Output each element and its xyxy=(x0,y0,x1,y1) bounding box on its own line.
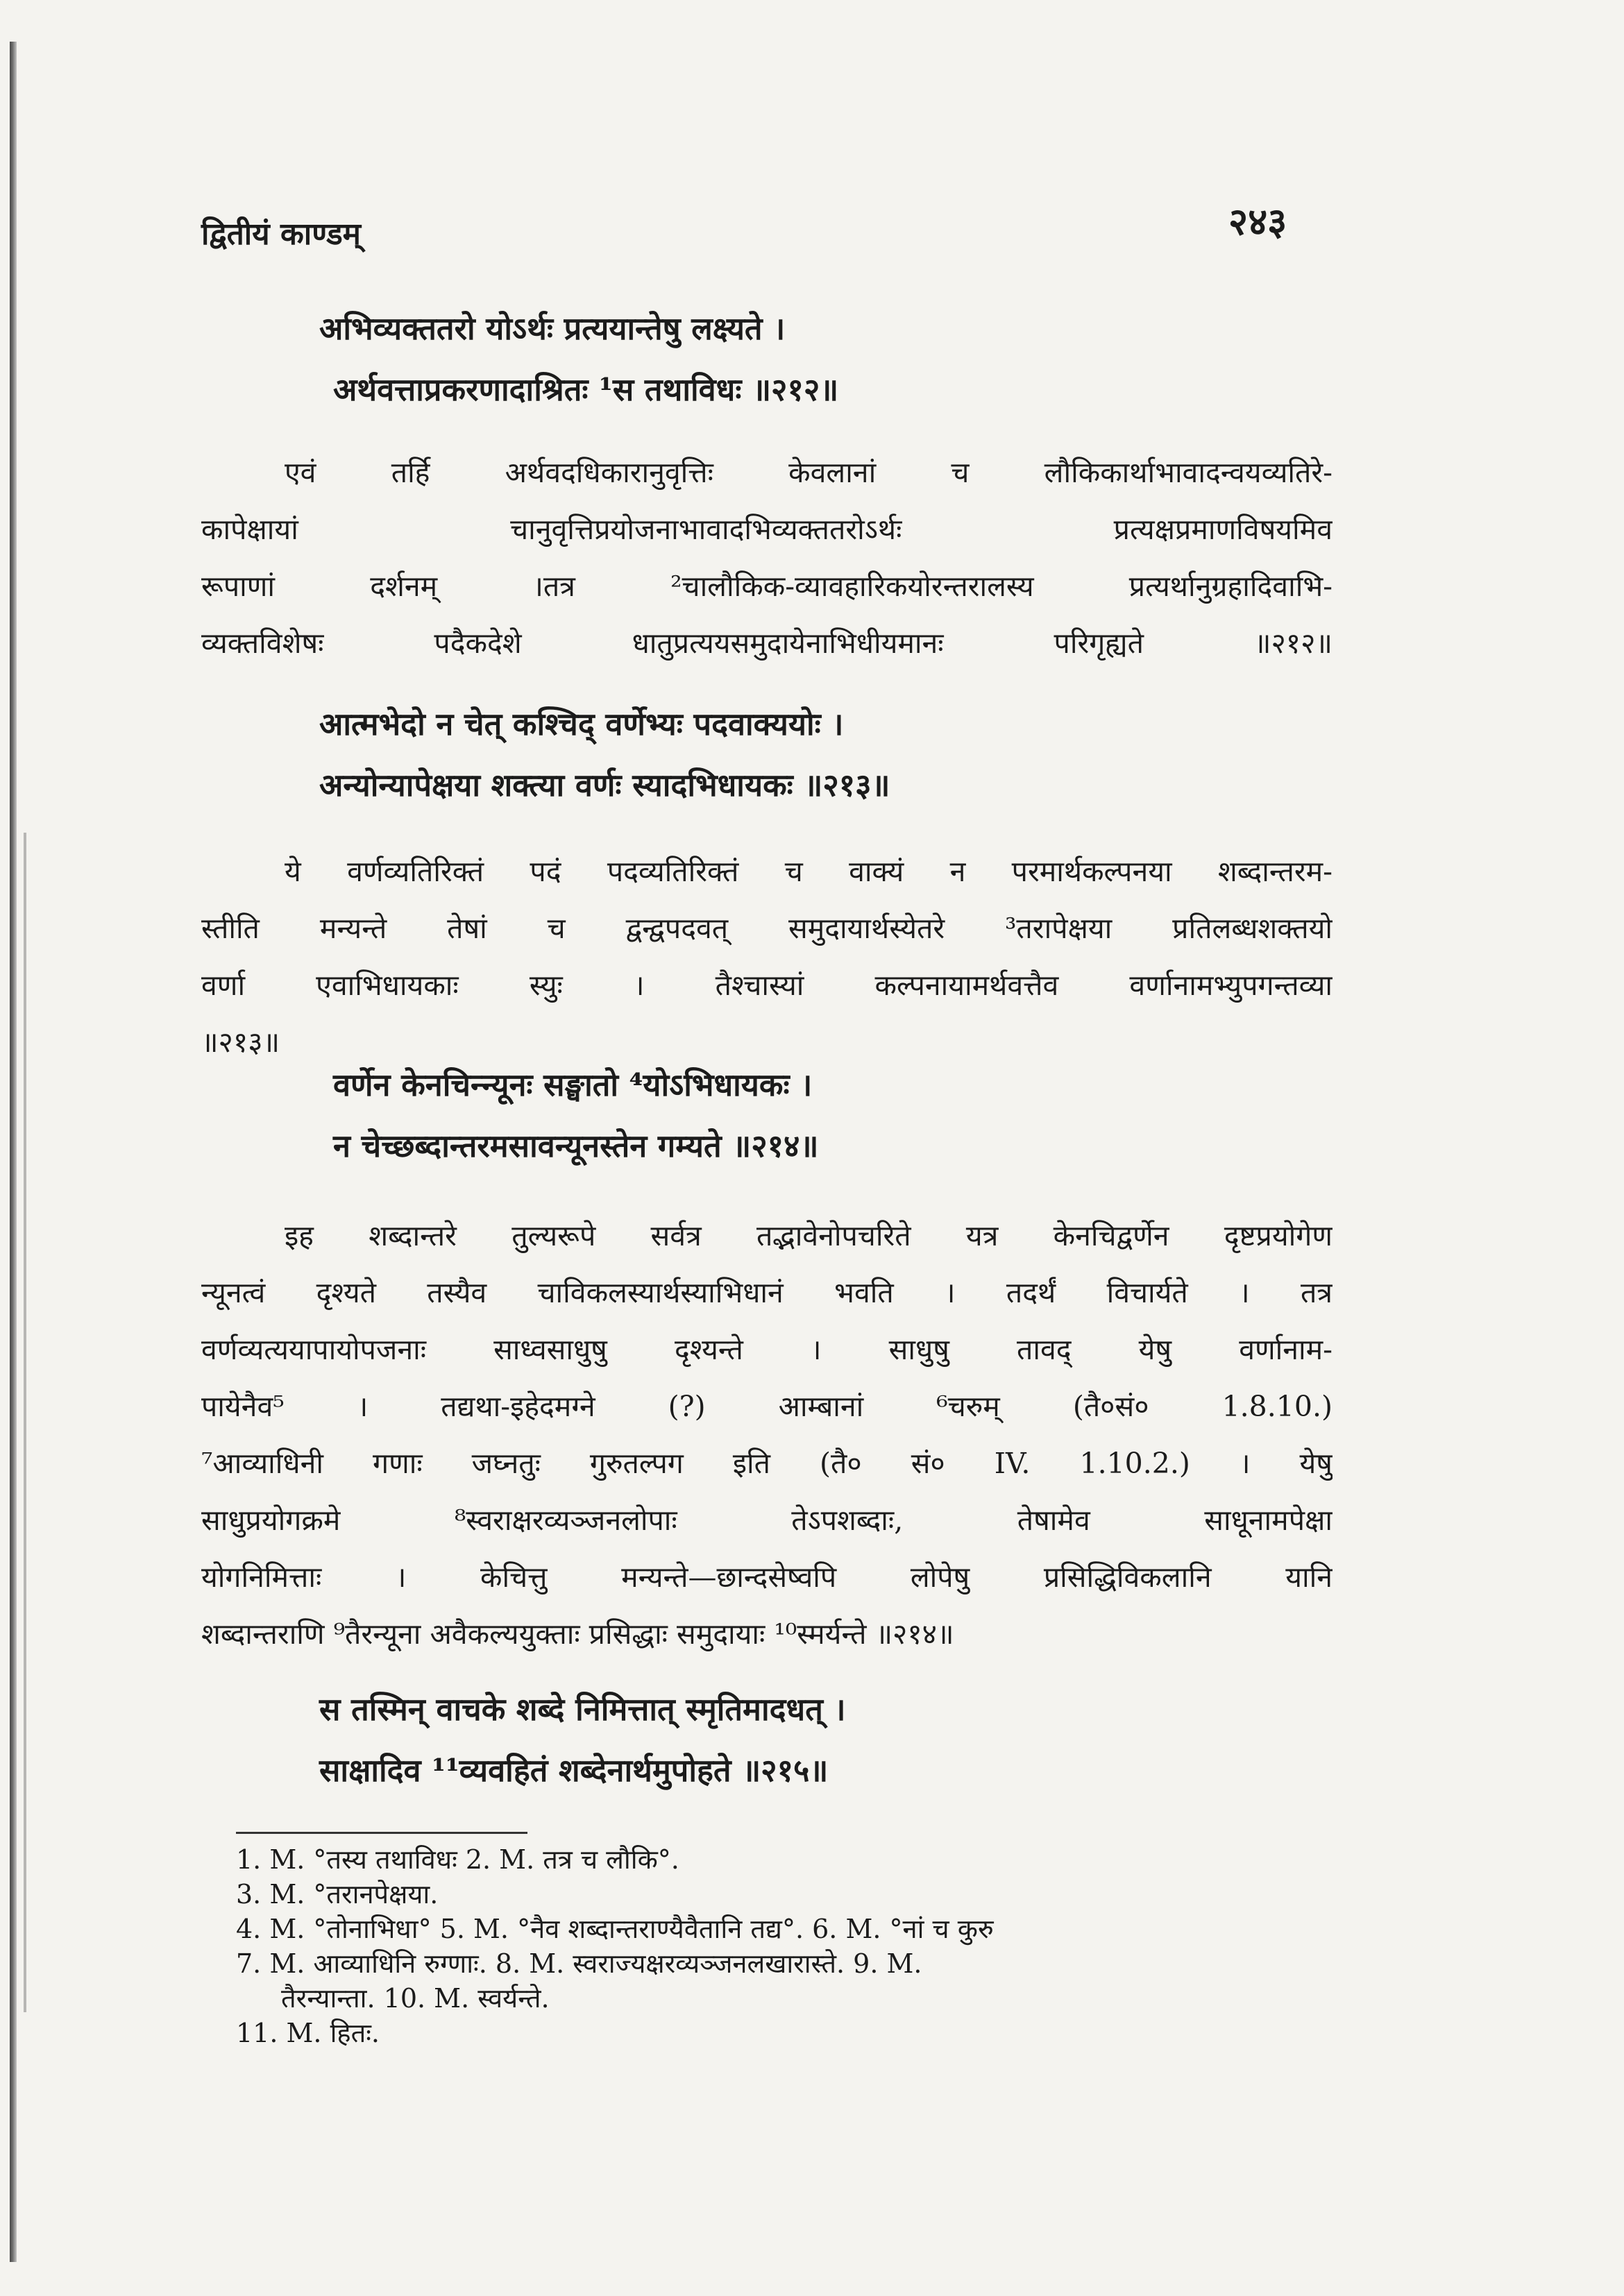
verse-213 xyxy=(319,694,890,816)
verse-212 xyxy=(319,298,838,420)
prose-line: इह शब्दान्तरे तुल्यरूपे सर्वत्र तद्भावेनोपचरिते यत्र केनचिद्वर्णेन दृष्टप्रयोगेण xyxy=(285,1219,1333,1252)
verse-line: न चेच्छब्दान्तरमसावन्यूनस्तेन गम्यते ॥२१४॥ xyxy=(333,1128,819,1164)
prose-line: स्तीति मन्यन्ते तेषां च द्वन्द्वपदवत् समुदायार्थस्येतरे ³तरापेक्षया प्रतिलब्धशक्तयो xyxy=(201,912,1333,945)
footnote-line: 3. M. °तरानपेक्षया. xyxy=(236,1879,439,1910)
prose-line: वर्णव्यत्ययापायोपजनाः साध्वसाधुषु दृश्यन्ते । साधुषु तावद् येषु वर्णानाम- xyxy=(201,1333,1333,1366)
verse-line: अन्योन्यापेक्षया शक्त्या वर्णः स्यादभिधायकः ॥२१३॥ xyxy=(319,767,890,803)
commentary-212 xyxy=(201,444,1333,672)
prose-line: न्यूनत्वं दृश्यते तस्यैव चाविकलस्यार्थस्याभिधानं भवति । तदर्थं विचार्यते । तत्र xyxy=(201,1276,1333,1309)
verse-215 xyxy=(319,1679,846,1801)
prose-line: कापेक्षायां चानुवृत्तिप्रयोजनाभावादभिव्यक्ततरोऽर्थः प्रत्यक्षप्रमाणविषयमिव xyxy=(201,513,1333,546)
section-header: द्वितीयं काण्डम् xyxy=(201,216,361,252)
prose-line: एवं तर्हि अर्थवदधिकारानुवृत्तिः केवलानां च लौकिकार्थाभावादन्वयव्यतिरे- xyxy=(285,456,1333,489)
verse-line: वर्णेन केनचिन्न्यूनः सङ्घातो ⁴योऽभिधायकः । xyxy=(333,1066,813,1103)
footnote-divider xyxy=(236,1832,527,1834)
verse-line: स तस्मिन् वाचके शब्दे निमित्तात् स्मृतिमादधत् । xyxy=(319,1691,846,1728)
footnote-line: 1. M. °तस्य तथाविधः 2. M. तत्र च लौकि°. xyxy=(236,1844,679,1875)
prose-line: वर्णा एवाभिधायकाः स्युः । तैश्चास्यां कल्पनायामर्थवत्तैव वर्णानामभ्युपगन्तव्या xyxy=(201,969,1333,1002)
verse-214 xyxy=(333,1055,818,1177)
footnote-line: 4. M. °तोनाभिधा° 5. M. °नैव शब्दान्तराण्यैवैतानि तद्य°. 6. M. °नां च कुरु xyxy=(236,1914,994,1944)
commentary-213 xyxy=(201,843,1333,1071)
prose-line: रूपाणां दर्शनम् ।तत्र ²चालौकिक-व्यावहारिकयोरन्तरालस्य प्रत्यर्थानुग्रहादिवाभि- xyxy=(201,570,1333,603)
prose-line: योगनिमित्ताः । केचित्तु मन्यन्ते—छान्दसेष्वपि लोपेषु प्रसिद्धिविकलानि यानि xyxy=(201,1561,1333,1594)
prose-line: ⁷आव्याधिनी गणाः जघ्नतुः गुरुतल्पग इति (तै० सं० IV. 1.10.2.) । येषु xyxy=(201,1447,1333,1480)
prose-line: ॥२१३॥ xyxy=(201,1026,280,1059)
page-number: २४३ xyxy=(1228,199,1287,244)
footnotes xyxy=(236,1842,994,2050)
prose-line: ये वर्णव्यतिरिक्तं पदं पदव्यतिरिक्तं च वाक्यं न परमार्थकल्पनया शब्दान्तरम- xyxy=(285,855,1333,888)
prose-line: पायेनैव⁵ । तद्यथा-इहेदमग्ने (?) आम्बानां ⁶चरुम् (तै०सं० 1.8.10.) xyxy=(201,1390,1333,1423)
footnote-line: तैरन्यान्ता. 10. M. स्वर्यन्ते. xyxy=(281,1983,550,2014)
verse-line: आत्मभेदो न चेत् कश्चिद् वर्णेभ्यः पदवाक्ययोः । xyxy=(319,706,844,742)
prose-line: साधुप्रयोगक्रमे ⁸स्वराक्षरव्यञ्जनलोपाः तेऽपशब्दाः, तेषामेव साधूनामपेक्षा xyxy=(201,1504,1333,1537)
verse-line: अभिव्यक्ततरो योऽर्थः प्रत्ययान्तेषु लक्ष्यते । xyxy=(319,310,786,347)
verse-line: अर्थवत्ताप्रकरणादाश्रितः ¹स तथाविधः ॥२१२॥ xyxy=(333,371,839,408)
prose-line: शब्दान्तराणि ⁹तैरन्यूना अवैकल्ययुक्ताः प्रसिद्धाः समुदायाः ¹⁰स्मर्यन्ते ॥२१४॥ xyxy=(201,1617,954,1651)
verse-line: साक्षादिव ¹¹व्यवहितं शब्देनार्थमुपोहते ॥२१५॥ xyxy=(319,1752,829,1789)
footnote-line: 11. M. हितः. xyxy=(236,2018,380,2048)
commentary-214 xyxy=(201,1207,1333,1663)
footnote-line: 7. M. आव्याधिनि रुग्णाः. 8. M. स्वराज्यक्षरव्यञ्जनलखारास्ते. 9. M. xyxy=(236,1948,922,1979)
prose-line: व्यक्तविशेषः पदैकदेशे धातुप्रत्ययसमुदायेनाभिधीयमानः परिगृह्यते ॥२१२॥ xyxy=(201,627,1333,660)
